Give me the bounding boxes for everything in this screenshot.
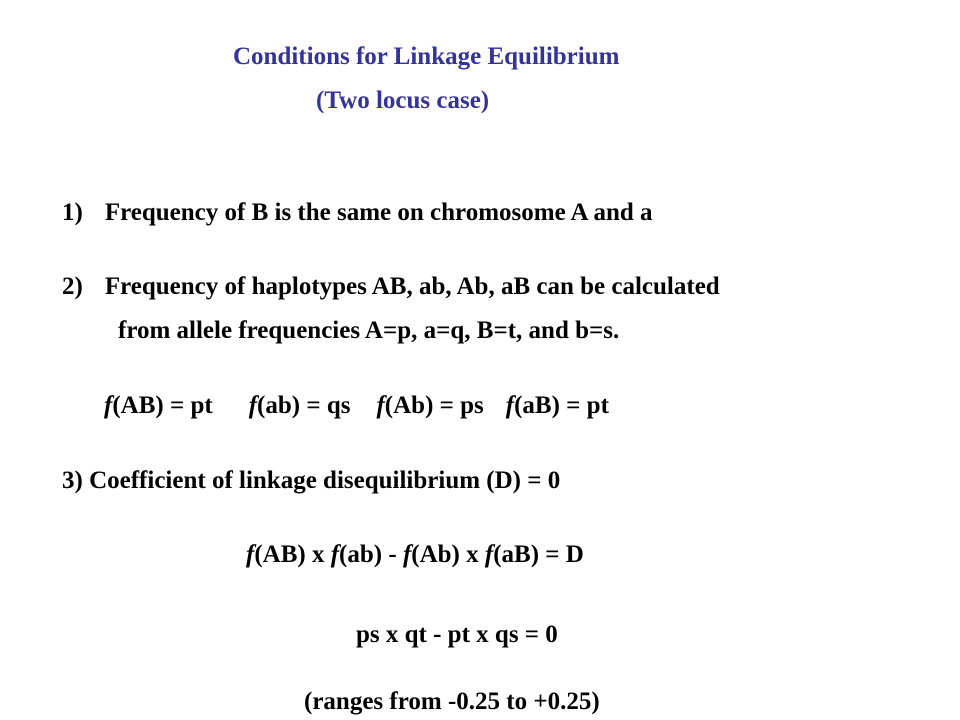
condition-2-number: 2) (62, 273, 83, 300)
haplotype-formula-row (104, 391, 609, 421)
slide-title: Conditions for Linkage Equilibrium (233, 43, 620, 70)
condition-2-text-line2: from allele frequencies A=p, a=q, B=t, and b=s. (118, 317, 620, 344)
condition-1-number: 1) (62, 199, 83, 226)
formula-ab-mixed: f(Ab) = ps (376, 392, 484, 419)
condition-2-text-line1: Frequency of haplotypes AB, ab, Ab, aB can be calculated (104, 273, 720, 300)
condition-1-text: Frequency of B is the same on chromosome A and a (104, 199, 653, 226)
formula-ab-mixed-2: f(aB) = pt (505, 392, 609, 419)
example-equation: ps x qt - pt x qs = 0 (356, 621, 558, 648)
disequilibrium-equation: f(AB) x f(ab) - f(Ab) x f(aB) = D (246, 541, 584, 568)
condition-3: 3) Coefficient of linkage disequilibrium (D) = 0 (62, 467, 561, 494)
condition-1 (62, 198, 653, 228)
formula-ab-upper: f(AB) = pt (104, 392, 213, 419)
condition-2 (62, 272, 720, 302)
formula-ab-lower: f(ab) = qs (248, 392, 351, 419)
range-note: (ranges from -0.25 to +0.25) (304, 688, 600, 715)
slide-subtitle: (Two locus case) (316, 87, 490, 114)
